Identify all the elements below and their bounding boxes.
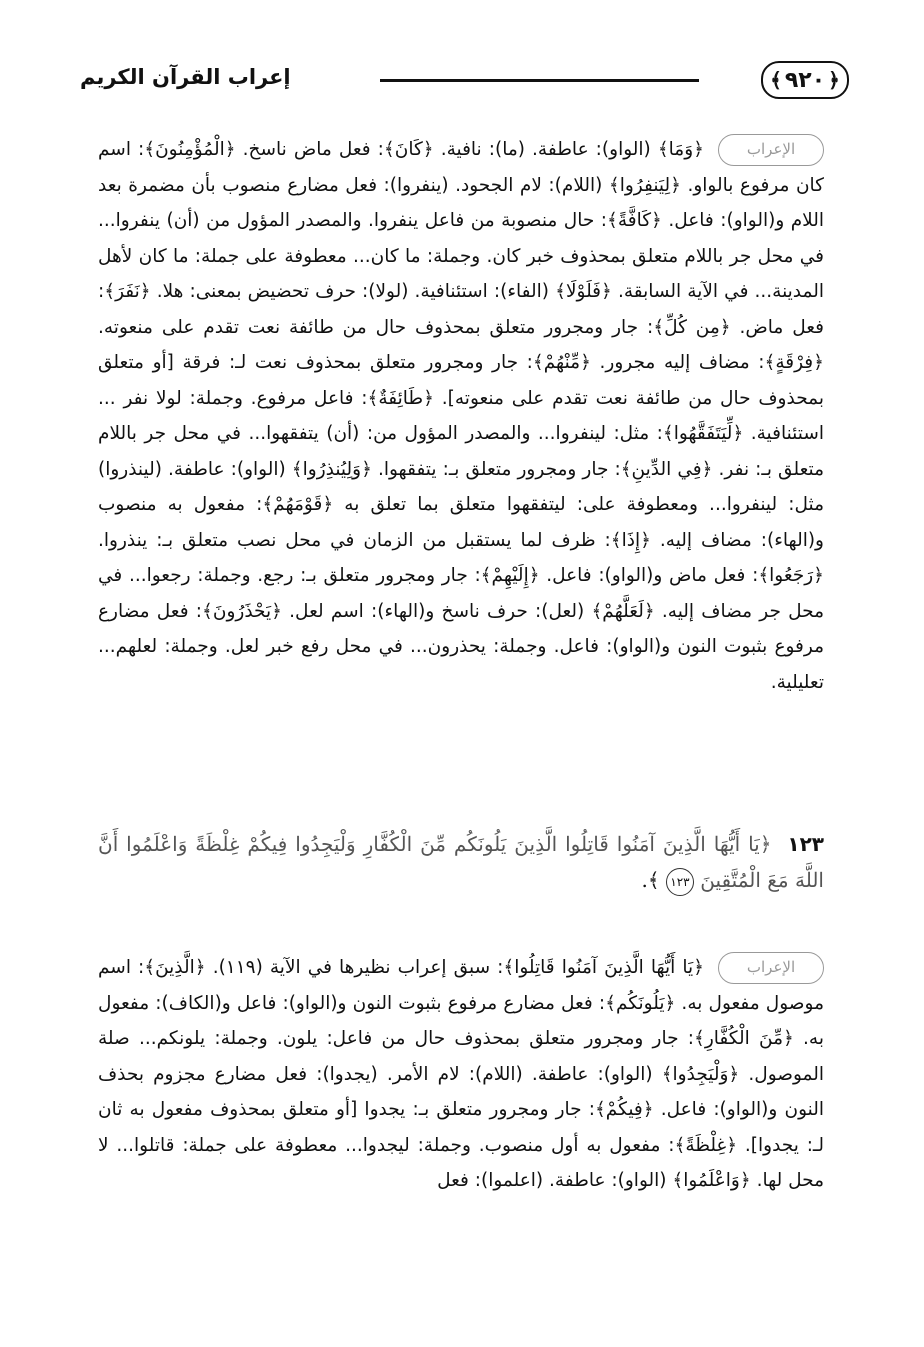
irab-paragraph-2: ﴿يَا أَيُّهَا الَّذِينَ آمَنُوا قَاتِلُوا﴾: سبق إعراب نظيرها في الآية (١١٩). ﴿الَّذِينَ﴾: اسم موصول مفعول به. ﴿يَلُونَكُم﴾: فعل مضارع مرفوع بثبوت النون و(الواو): فاعل و(الكاف): مفعول به. ﴿مِّنَ الْكُفَّارِ﴾: جار ومجرور متعلق بمحذوف حال من فاعل: يلون. وجملة: يلونكم... صلة الموصول. ﴿وَلْيَجِدُوا﴾ (الواو): عاطفة. (اللام): لام الأمر. (يجدوا): فعل مضارع مجزوم بحذف النون و(الواو): فاعل. ﴿فِيكُمْ﴾: جار ومجرور متعلق بـ: يجدوا [أو متعلق بمحذوف مفعول به ثان لـ: يجدوا]. ﴿غِلْظَةً﴾: مفعول به أول منصوب. وجملة: ليجدوا... معطوفة على جملة: قاتلوا... لا محل لها. ﴿وَاعْلَمُوا﴾ (الواو): عاطفة. (اعلموا): فعل <box>98 957 824 1191</box>
page-number: ٩٢٠ <box>784 67 826 93</box>
irab-section-2 <box>98 950 824 1199</box>
irab-label: الإعراب <box>718 134 824 166</box>
verse-close: ﴾. <box>641 868 660 892</box>
irab-section-1 <box>98 132 824 700</box>
book-title: إعراب القرآن الكريم <box>80 65 291 89</box>
irab-label: الإعراب <box>718 952 824 984</box>
verse-end-marker: ١٢٣ <box>666 868 694 896</box>
verse-number: ١٢٣ <box>787 832 824 856</box>
header-rule <box>380 79 699 82</box>
page-header <box>80 55 849 105</box>
irab-paragraph-1: ﴿وَمَا﴾ (الواو): عاطفة. (ما): نافية. ﴿كَانَ﴾: فعل ماض ناسخ. ﴿الْمُؤْمِنُونَ﴾: اسم كان مرفوع بالواو. ﴿لِيَنفِرُوا﴾ (اللام): لام الجحود. (ينفروا): فعل مضارع منصوب بأن مضمرة بعد اللام و(الواو): فاعل. ﴿كَافَّةً﴾: حال منصوبة من فاعل ينفروا. والمصدر المؤول من (أن) ينفروا... في محل جر باللام متعلق بمحذوف خبر كان. وجملة: ما كان... معطوفة على جملة: ما كان لأهل المدينة... في الآية السابقة. ﴿فَلَوْلَا﴾ (الفاء): استئنافية. (لولا): حرف تحضيض بمعنى: هلا. ﴿نَفَرَ﴾: فعل ماض. ﴿مِن كُلِّ﴾: جار ومجرور متعلق بمحذوف حال من طائفة نعت تقدم على منعوته. ﴿فِرْقَةٍ﴾: مضاف إليه مجرور. ﴿مِّنْهُمْ﴾: جار ومجرور متعلق بمحذوف نعت لـ: فرقة [أو متعلق بمحذوف حال من طائفة نعت تقدم على منعوته]. ﴿طَائِفَةٌ﴾: فاعل مرفوع. وجملة: لولا نفر ... استئنافية. ﴿لِّيَتَفَقَّهُوا﴾: مثل: لينفروا... والمصدر المؤول من: (أن) يتفقهوا... في محل جر باللام متعلق بـ: نفر. ﴿فِي الدِّينِ﴾: جار ومجرور متعلق بـ: يتفقهوا. ﴿وَلِيُنذِرُوا﴾ (الواو): عاطفة. (لينذروا) مثل: لينفروا... ومعطوفة على: ليتفقهوا متعلق بما تعلق به ﴿قَوْمَهُمْ﴾: مفعول به منصوب و(الهاء): مضاف إليه. ﴿إِذَا﴾: ظرف لما يستقبل من الزمان في محل نصب متعلق بـ: ينذروا. ﴿رَجَعُوا﴾: فعل ماض و(الواو): فاعل. ﴿إِلَيْهِمْ﴾: جار ومجرور متعلق بـ: رجع. وجملة: رجعوا... في محل جر مضاف إليه. ﴿لَعَلَّهُمْ﴾ (لعل): حرف ناسخ و(الهاء): اسم لعل. ﴿يَحْذَرُونَ﴾: فعل مضارع مرفوع بثبوت النون و(الواو): فاعل. وجملة: يحذرون... في محل رفع خبر لعل. وجملة: لعلهم... تعليلية. <box>98 139 824 693</box>
page-number-badge: ﴿ ٩٢٠ ﴾ <box>761 61 849 99</box>
verse-text: ﴿يَا أَيُّهَا الَّذِينَ آمَنُوا قَاتِلُوا الَّذِينَ يَلُونَكُم مِّنَ الْكُفَّارِ وَلْيَجِدُوا فِيكُمْ غِلْظَةً وَاعْلَمُوا أَنَّ اللَّهَ مَعَ الْمُتَّقِينَ <box>98 832 824 892</box>
quran-verse <box>98 826 824 898</box>
